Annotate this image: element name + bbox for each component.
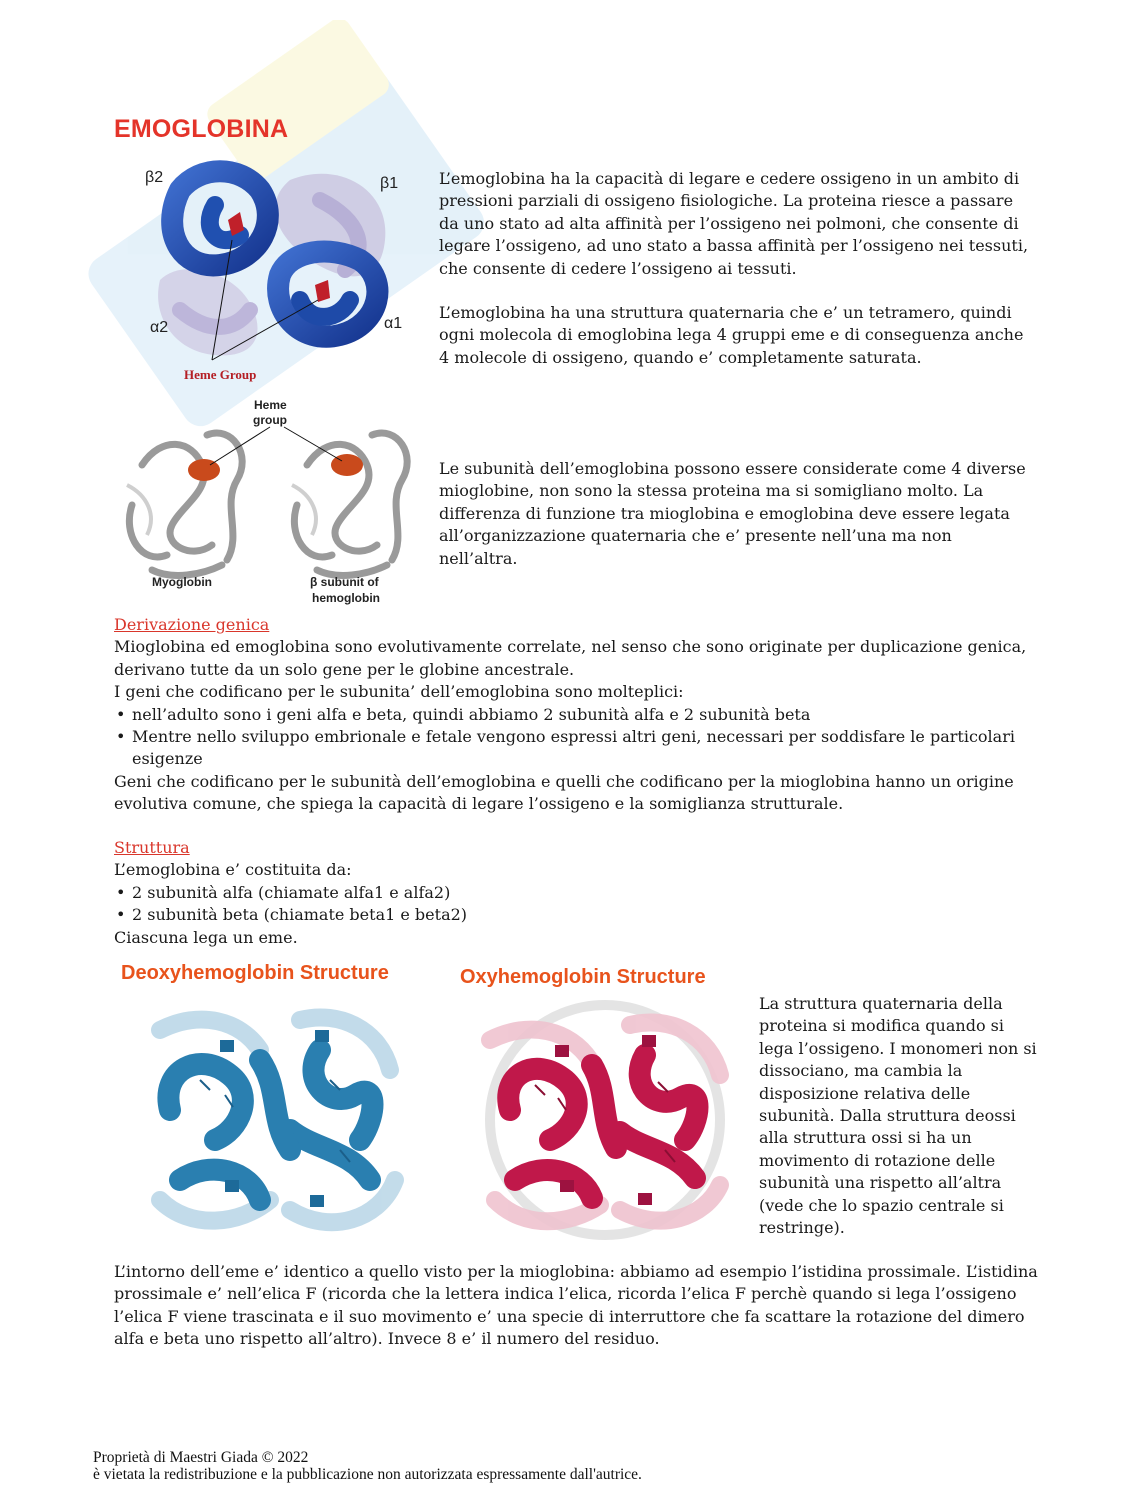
derivazione-bullets bbox=[114, 704, 1039, 771]
intro-paragraph-2: L’emoglobina ha una struttura quaternaria che e’ un tetramero, quindi ogni molecola di emoglobina lega 4 gruppi eme e di conseguenza anche 4 molecole di ossigeno, quando e’ completamente saturata. bbox=[439, 303, 1024, 367]
derivazione-heading: Derivazione genica bbox=[114, 615, 270, 634]
deoxy-title: Deoxyhemoglobin Structure bbox=[121, 962, 389, 984]
struttura-heading: Struttura bbox=[114, 838, 190, 857]
derivazione-line-3: Geni che codificano per le subunità dell’emoglobina e quelli che codificano per la mioglobina hanno un origine evolutiva comune, che spiega la capacità di legare l’ossigeno e la somiglianza strutturale. bbox=[114, 771, 1014, 814]
label-alpha1: α1 bbox=[384, 315, 403, 332]
label-group: group bbox=[253, 413, 287, 427]
section-struttura bbox=[114, 837, 1039, 949]
derivazione-line-2: I geni che codificano per le subunita’ dell’emoglobina sono molteplici: bbox=[114, 682, 684, 702]
derivazione-line-1: Mioglobina ed emoglobina sono evolutivamente correlate, nel senso che sono originate per duplicazione genica, derivano tutte da un solo gene per le globine ancestrale. bbox=[114, 637, 1027, 679]
list-item: • 2 subunità alfa (chiamate alfa1 e alfa2) bbox=[114, 882, 1039, 904]
list-item: • nell’adulto sono i geni alfa e beta, quindi abbiamo 2 subunità alfa e 2 subunità beta bbox=[114, 704, 1039, 726]
intro-paragraph-3: Le subunità dell’emoglobina possono essere considerate come 4 diverse mioglobine, non sono la stessa proteina ma si somigliano molto. La differenza di funzione tra mioglobina e emoglobina deve essere legata all’organizzazione quaternaria che e’ presente nell’una ma non nell’altra. bbox=[439, 459, 1026, 568]
list-item: • 2 subunità beta (chiamate beta1 e beta2) bbox=[114, 904, 1039, 926]
label-hemoglobin: hemoglobin bbox=[312, 591, 380, 605]
footer-copyright: Proprietà di Maestri Giada © 2022 bbox=[93, 1449, 309, 1466]
footer-notice: è vietata la redistribuzione e la pubblicazione non autorizzata espressamente dall'autrice. bbox=[93, 1466, 642, 1483]
oxyhemoglobin-figure bbox=[470, 1000, 740, 1240]
section-derivazione bbox=[114, 614, 1039, 816]
side-paragraph: La struttura quaternaria della proteina si modifica quando si lega l’ossigeno. I monomeri non si dissociano, ma cambia la disposizione relativa delle subunità. Dalla struttura deossi alla struttura ossi si ha un movimento di rotazione delle subunità una rispetto all’altra (vede che lo spazio centrale si restringe). bbox=[759, 994, 1037, 1238]
label-heme: Heme bbox=[254, 398, 287, 412]
label-beta-subunit: β subunit of bbox=[310, 575, 379, 589]
label-alpha2: α2 bbox=[150, 319, 169, 336]
deoxyhemoglobin-figure bbox=[140, 1000, 410, 1240]
label-beta1: β1 bbox=[380, 175, 399, 192]
footer bbox=[93, 1449, 1093, 1483]
list-item: • Mentre nello sviluppo embrionale e fetale vengono espressi altri geni, necessari per soddisfare le particolari esigenze bbox=[114, 726, 1039, 771]
label-heme-group: Heme Group bbox=[184, 367, 257, 382]
struttura-line-1: L’emoglobina e’ costituita da: bbox=[114, 860, 352, 880]
intro-paragraph-1: L’emoglobina ha la capacità di legare e cedere ossigeno in un ambito di pressioni parziali di ossigeno fisiologiche. La proteina riesce a passare da uno stato ad alta affinità per l’ossigeno nei polmoni, che consente di legare l’ossigeno, ad uno stato a bassa affinità per l’ossigeno nei tessuti, che consente di cedere l’ossigeno ai tessuti. bbox=[439, 169, 1029, 278]
closing-paragraph: L’intorno dell’eme e’ identico a quello visto per la mioglobina: abbiamo ad esempio l’istidina prossimale. L’istidina prossimale e’ nell’elica F (ricorda che la lettera indica l’elica, ricorda l’elica F perchè quando si lega l’ossigeno l’elica F viene trascinata e il suo movimento e’ una specie di interruttore che fa scattare la rotazione del dimero alfa e beta uno rispetto all’altro). Invece 8 e’ il numero del residuo. bbox=[114, 1262, 1038, 1349]
label-beta2: β2 bbox=[145, 169, 164, 186]
page-title: EMOGLOBINA bbox=[114, 115, 289, 143]
label-myoglobin: Myoglobin bbox=[152, 575, 212, 589]
oxy-title: Oxyhemoglobin Structure bbox=[460, 966, 706, 988]
myoglobin-beta-subunit-figure bbox=[112, 395, 422, 610]
struttura-bullets bbox=[114, 882, 1039, 927]
hemoglobin-tetramer-figure bbox=[140, 160, 415, 390]
struttura-line-2: Ciascuna lega un eme. bbox=[114, 927, 298, 947]
